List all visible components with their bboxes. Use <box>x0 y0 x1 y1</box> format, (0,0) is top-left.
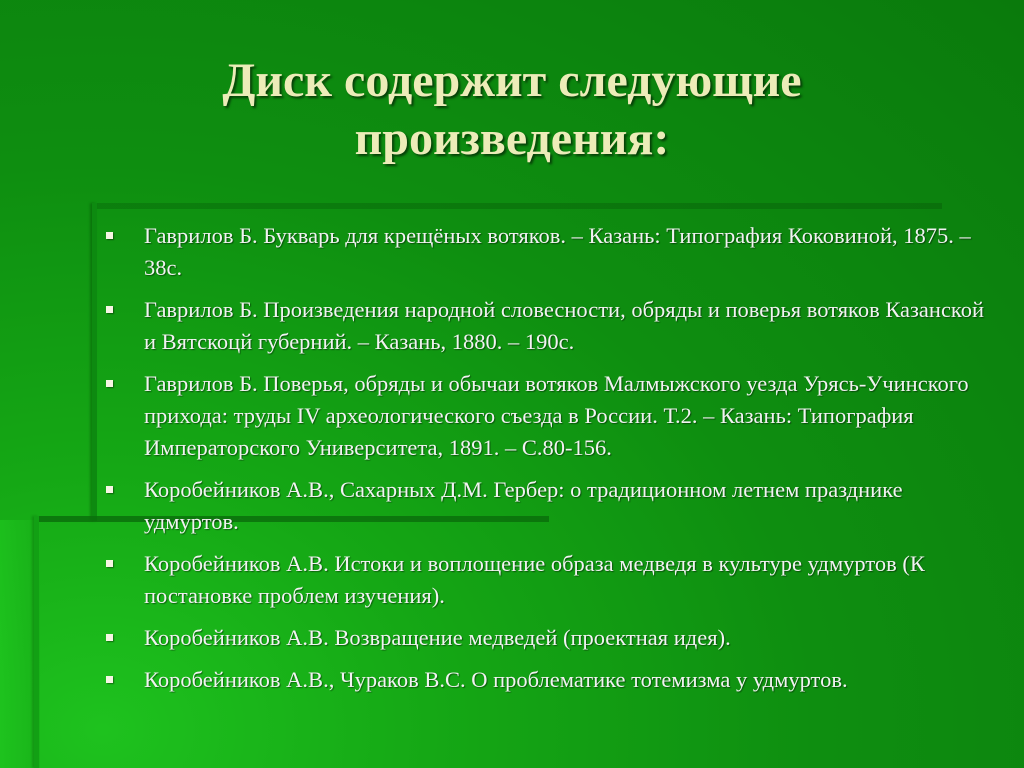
list-item <box>100 664 990 696</box>
list-item <box>100 548 990 612</box>
list-item <box>100 294 990 358</box>
square-bullet-icon <box>106 676 113 683</box>
list-item <box>100 368 990 464</box>
title-line-1: Диск содержит следующие <box>222 54 802 107</box>
list-item-text: Коробейников А.В. Возвращение медведей (проектная идея). <box>144 625 731 650</box>
list-item <box>100 474 990 538</box>
list-item <box>100 622 990 654</box>
list-item-text: Коробейников А.В., Чураков В.С. О проблематике тотемизма у удмуртов. <box>144 667 848 692</box>
list-item-text: Коробейников А.В. Истоки и воплощение образа медведя в культуре удмуртов (К постановке проблем изучения). <box>144 551 925 608</box>
list-item-text: Гаврилов Б. Произведения народной словесности, обряды и поверья вотяков Казанской и Вятскоцй губерний. – Казань, 1880. – 190с. <box>144 297 985 354</box>
decorative-line-left <box>34 516 39 768</box>
list-item <box>100 220 990 284</box>
square-bullet-icon <box>106 634 113 641</box>
square-bullet-icon <box>106 560 113 567</box>
decorative-band-top <box>92 203 942 209</box>
decorative-line-vertical <box>92 203 97 521</box>
square-bullet-icon <box>106 232 113 239</box>
slide-title <box>100 52 924 168</box>
list-item-text: Гаврилов Б. Букварь для крещёных вотяков. – Казань: Типография Коковиной, 1875. – 38с. <box>144 223 971 280</box>
square-bullet-icon <box>106 486 113 493</box>
title-line-2: произведения: <box>354 112 670 165</box>
square-bullet-icon <box>106 306 113 313</box>
bibliography-list <box>100 220 990 706</box>
list-item-text: Гаврилов Б. Поверья, обряды и обычаи вотяков Малмыжского уезда Урясь-Учинского прихода: труды IV археологического съезда в России. Т.2. – Казань: Типография Императорского Университета, 1891. – С.80-156. <box>144 371 969 460</box>
list-item-text: Коробейников А.В., Сахарных Д.М. Гербер: о традиционном летнем празднике удмуртов. <box>144 477 903 534</box>
square-bullet-icon <box>106 380 113 387</box>
